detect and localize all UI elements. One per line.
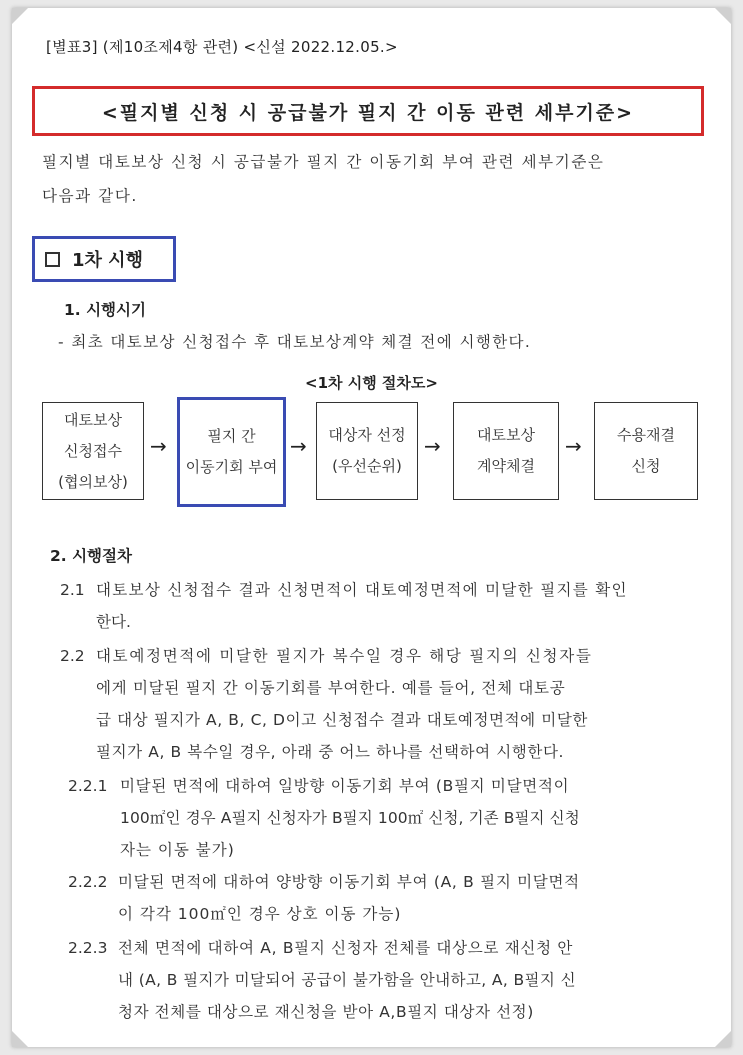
flow-step-5-line2: 신청 — [631, 457, 661, 475]
item-2-2-3-line: 청자 전체를 대상으로 재신청을 받아 A,B필지 대상자 선정) — [118, 1003, 534, 1021]
flow-step-1-line2: 신청접수 — [64, 441, 122, 460]
item-2-1-line: 한다. — [96, 613, 131, 631]
document-title — [32, 86, 704, 136]
arrow-right-icon: → — [290, 434, 307, 458]
item-2-2-3-line: 내 (A, B 필지가 미달되어 공급이 불가함을 안내하고, A, B필지 신 — [118, 971, 576, 989]
flow-step-4 — [453, 402, 559, 500]
checkbox-square-icon — [45, 252, 60, 267]
flow-step-2-line1: 필지 간 — [207, 427, 256, 445]
page-corner-fold — [12, 1031, 28, 1047]
item-2-2-1-number: 2.2.1 — [68, 777, 108, 795]
arrow-right-icon: → — [565, 434, 582, 458]
document-title-text: <필지별 신청 시 공급불가 필지 간 이동 관련 세부기준> — [101, 101, 635, 124]
item-2-1-number: 2.1 — [60, 581, 85, 599]
page-corner-fold — [715, 8, 731, 24]
subsection-2-heading: 2. 시행절차 — [50, 547, 132, 565]
item-2-2-1-line: 100㎡인 경우 A필지 신청자가 B필지 100㎡ 신청, 기존 B필지 신청 — [120, 809, 580, 827]
section-1-label: 1차 시행 — [72, 250, 143, 271]
subsection-1-heading: 1. 시행시기 — [64, 301, 146, 319]
item-2-1-line: 대토보상 신청접수 결과 신청면적이 대토예정면적에 미달한 필지를 확인 — [96, 581, 628, 599]
flow-step-5 — [594, 402, 698, 500]
item-2-2-3-line: 전체 면적에 대하여 A, B필지 신청자 전체를 대상으로 재신청 안 — [118, 939, 574, 957]
page-corner-fold — [12, 8, 28, 24]
item-2-2-line: 대토예정면적에 미달한 필지가 복수일 경우 해당 필지의 신청자들 — [96, 647, 593, 665]
annex-header: [별표3] (제10조제4항 관련) <신설 2022.12.05.> — [46, 38, 398, 56]
item-2-2-line: 에게 미달된 필지 간 이동기회를 부여한다. 예를 들어, 전체 대토공 — [96, 679, 566, 697]
subsection-1-desc: - 최초 대토보상 신청접수 후 대토보상계약 체결 전에 시행한다. — [58, 333, 532, 351]
flow-step-3 — [316, 402, 418, 500]
flow-step-2 — [177, 397, 286, 507]
intro-line-2: 다음과 같다. — [42, 187, 138, 205]
item-2-2-2-line: 이 각각 100㎡인 경우 상호 이동 가능) — [118, 905, 402, 923]
flow-step-1 — [42, 402, 144, 500]
flowchart-title: <1차 시행 절차도> — [305, 374, 438, 392]
item-2-2-1-line: 미달된 면적에 대하여 일방향 이동기회 부여 (B필지 미달면적이 — [120, 777, 570, 795]
flow-step-3-line1: 대상자 선정 — [328, 426, 406, 444]
flow-step-4-line2: 계약체결 — [477, 457, 535, 475]
arrow-right-icon: → — [150, 434, 167, 458]
item-2-2-3-number: 2.2.3 — [68, 939, 108, 957]
arrow-right-icon: → — [424, 434, 441, 458]
item-2-2-line: 급 대상 필지가 A, B, C, D이고 신청접수 결과 대토예정면적에 미달한 — [96, 711, 588, 729]
item-2-2-line: 필지가 A, B 복수일 경우, 아래 중 어느 하나를 선택하여 시행한다. — [96, 743, 565, 761]
item-2-2-2-line: 미달된 면적에 대하여 양방향 이동기회 부여 (A, B 필지 미달면적 — [118, 873, 580, 891]
flow-step-5-line1: 수용재결 — [617, 426, 675, 444]
item-2-2-1-line: 자는 이동 불가) — [120, 841, 235, 859]
item-2-2-number: 2.2 — [60, 647, 85, 665]
section-1-heading — [32, 236, 176, 282]
flow-step-1-line1: 대토보상 — [64, 410, 122, 429]
flow-step-2-line2: 이동기회 부여 — [185, 458, 278, 476]
page-corner-fold — [715, 1031, 731, 1047]
flow-step-4-line1: 대토보상 — [477, 426, 535, 444]
flow-step-3-line2: (우선순위) — [332, 457, 402, 475]
intro-line-1: 필지별 대토보상 신청 시 공급불가 필지 간 이동기회 부여 관련 세부기준은 — [42, 153, 605, 171]
flow-step-1-line3: (협의보상) — [58, 472, 128, 491]
item-2-2-2-number: 2.2.2 — [68, 873, 108, 891]
